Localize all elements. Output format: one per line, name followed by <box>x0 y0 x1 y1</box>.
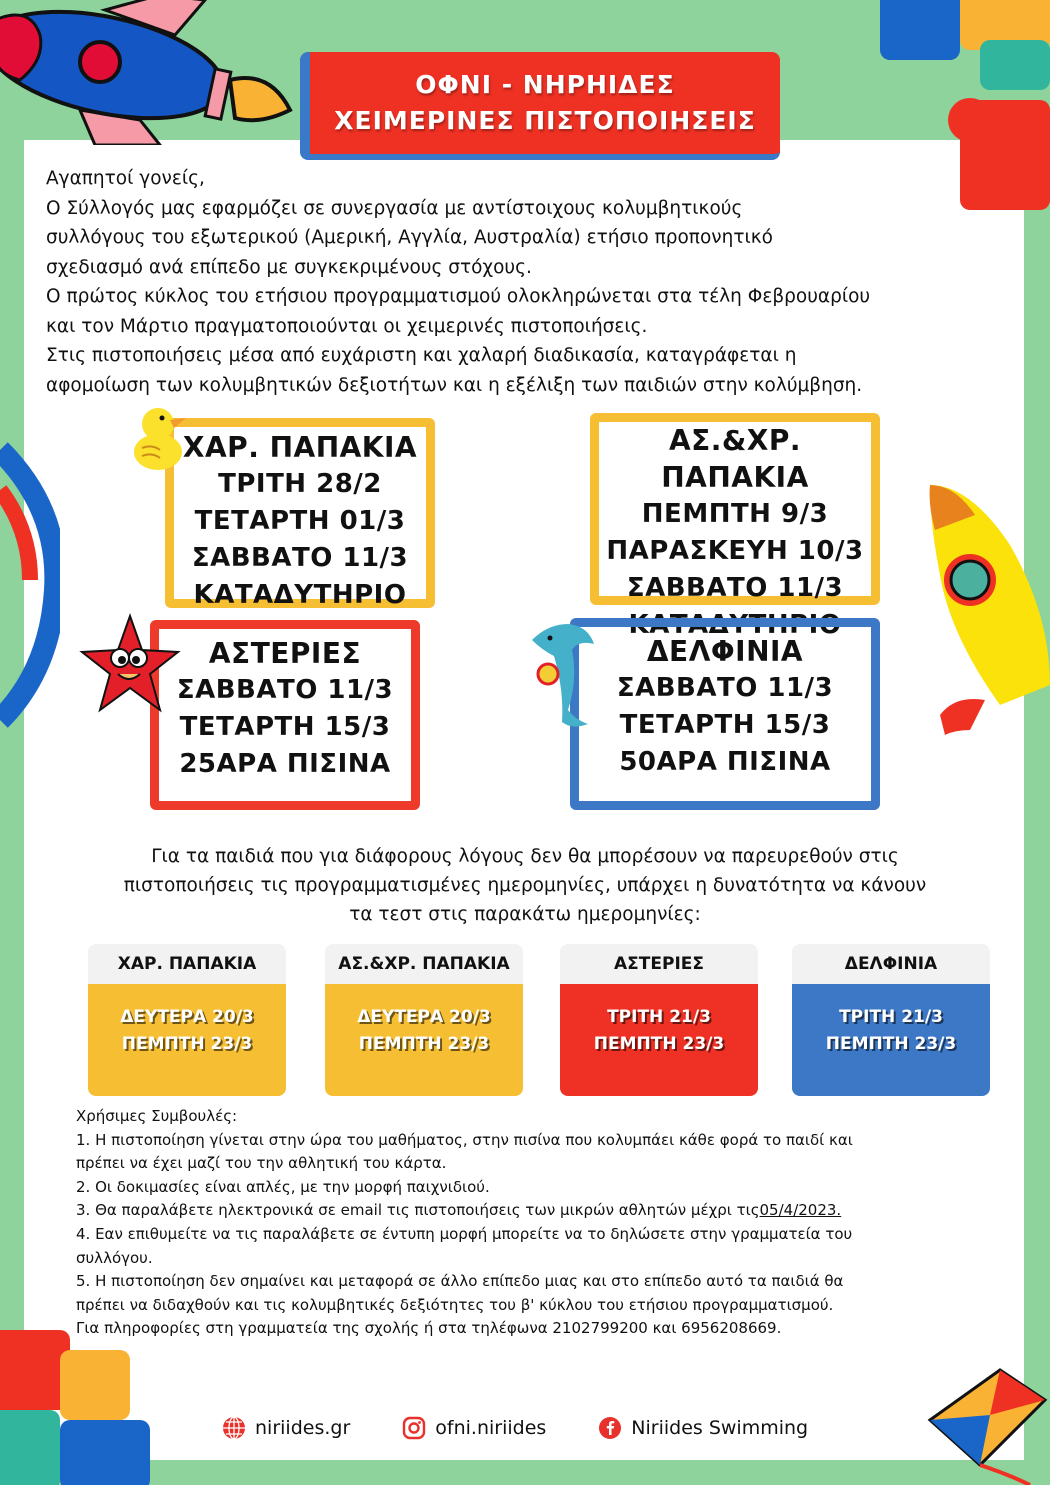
makeup-card-date: ΠΕΜΠΤΗ 23/3 <box>358 1034 490 1054</box>
schedule-line: ΣΑΒΒΑΤΟ 11/3 <box>176 675 394 705</box>
makeup-card-asteries <box>560 944 758 1096</box>
schedule-group-name: ΔΕΛΦΙΝΙΑ <box>646 635 804 668</box>
schedule-line: 25ΑΡΑ ΠΙΣΙΝΑ <box>179 749 391 779</box>
makeup-card-date: ΠΕΜΠΤΗ 23/3 <box>593 1034 725 1054</box>
ring-decoration-left <box>0 430 60 730</box>
makeup-card-date: ΠΕΜΠΤΗ 23/3 <box>825 1034 957 1054</box>
makeup-card-dates <box>88 984 286 1096</box>
facebook-icon <box>598 1416 622 1440</box>
makeup-card-date: ΠΕΜΠΤΗ 23/3 <box>121 1034 253 1054</box>
tip-line: 5. Η πιστοποίηση δεν σημαίνει και μεταφορά σε άλλο επίπεδο μιας και στο επίπεδο αυτό τα παιδιά θα <box>76 1272 844 1291</box>
intro-line: Ο Σύλλογός μας εφαρμόζει σε συνεργασία με αντίστοιχους κολυμβητικούς <box>46 197 743 219</box>
schedule-line: ΤΡΙΤΗ 28/2 <box>218 469 382 499</box>
instagram-text: ofni.niriides <box>435 1417 547 1439</box>
makeup-card-delfinia <box>792 944 990 1096</box>
schedule-line: ΤΕΤΑΡΤΗ 15/3 <box>619 710 831 740</box>
schedule-box-delfinia <box>570 618 880 810</box>
makeup-card-group: ΑΣ.&ΧΡ. ΠΑΠΑΚΙΑ <box>338 954 510 974</box>
useful-tips <box>76 1105 1016 1341</box>
schedule-line: ΣΑΒΒΑΤΟ 11/3 <box>191 543 409 573</box>
schedule-line: ΣΑΒΒΑΤΟ 11/3 <box>616 673 834 703</box>
tip-line: πρέπει να έχει μαζί του την αθλητική του κάρτα. <box>76 1154 447 1173</box>
schedule-line: ΚΑΤΑΔΥΤΗΡΙΟ <box>193 580 407 610</box>
tip-line: συλλόγου. <box>76 1248 153 1267</box>
website-text: niriides.gr <box>255 1417 351 1439</box>
intro-line: σχεδιασμό ανά επίπεδο με συγκεκριμένους στόχους. <box>46 256 532 278</box>
rocket-blue-illustration <box>0 0 300 145</box>
intro-line: Στις πιστοποιήσεις μέσα από ευχάριστη και χαλαρή διαδικασία, καταγράφεται η <box>46 345 797 366</box>
makeup-card-dates <box>792 984 990 1096</box>
schedule-box-asteries <box>150 620 420 810</box>
makeup-intro-line: τα τεστ στις παρακάτω ημερομηνίες: <box>349 904 701 925</box>
tip-line-with-deadline <box>76 1199 1016 1223</box>
tip-line: 2. Οι δοκιμασίες είναι απλές, με την μορφή παιχνιδιού. <box>76 1177 490 1196</box>
schedule-group-name: ΑΣΤΕΡΙΕΣ <box>208 637 362 670</box>
tip-line: 4. Εαν επιθυμείτε να τις παραλάβετε σε έντυπη μορφή μπορείτε να το δηλώσετε στην γραμματεία του <box>76 1224 853 1243</box>
schedule-line: 50ΑΡΑ ΠΙΣΙΝΑ <box>619 747 831 777</box>
schedule-line: ΠΕΜΠΤΗ 9/3 <box>641 499 829 529</box>
duck-icon <box>130 404 190 472</box>
schedule-line: ΤΕΤΑΡΤΗ 15/3 <box>179 712 391 742</box>
title-line-2: ΧΕΙΜΕΡΙΝΕΣ ΠΙΣΤΟΠΟΙΗΣΕΙΣ <box>334 106 756 135</box>
footer-social-links <box>222 1416 860 1440</box>
facebook-link[interactable] <box>598 1416 808 1440</box>
tips-heading: Χρήσιμες Συμβουλές: <box>76 1107 238 1125</box>
dolphin-icon <box>528 610 598 740</box>
makeup-card-char-papakia <box>88 944 286 1096</box>
makeup-card-dates <box>560 984 758 1096</box>
contact-line: Για πληροφορίες στη γραμματεία της σχολής ή στα τηλέφωνα 2102799200 και 6956208669. <box>76 1319 782 1338</box>
schedule-group-name: ΧΑΡ. ΠΑΠΑΚΙΑ <box>182 431 418 464</box>
makeup-intro-line: πιστοποιήσεις τις προγραμματισμένες ημερομηνίες, υπάρχει η δυνατότητα να κάνουν <box>123 875 927 896</box>
title-line-1: ΟΦΝΙ - ΝΗΡΗΙΔΕΣ <box>415 70 675 99</box>
intro-line: και τον Μάρτιο πραγματοποιούνται οι χειμερινές πιστοποιήσεις. <box>46 315 648 337</box>
facebook-text: Niriides Swimming <box>631 1417 809 1439</box>
schedule-box-char-papakia <box>165 418 435 608</box>
makeup-card-as-char-papakia <box>325 944 523 1096</box>
instagram-link[interactable] <box>402 1416 546 1440</box>
intro-line: αφομοίωση των κολυμβητικών δεξιοτήτων και η εξέλιξη των παιδιών στην κολύμβηση. <box>46 374 863 396</box>
makeup-card-date: ΤΡΙΤΗ 21/3 <box>839 1007 943 1027</box>
makeup-intro-paragraph <box>40 842 1010 929</box>
intro-paragraph <box>46 164 1026 400</box>
makeup-card-date: ΔΕΥΤΕΡΑ 20/3 <box>120 1007 254 1027</box>
tip-line: 1. Η πιστοποίηση γίνεται στην ώρα του μαθήματος, στην πισίνα που κολυμπάει κάθε φορά το παιδί και <box>76 1130 853 1149</box>
deadline-date: 05/4/2023. <box>759 1201 842 1220</box>
schedule-line: ΣΑΒΒΑΤΟ 11/3 <box>626 573 844 603</box>
makeup-card-group: ΔΕΛΦΙΝΙΑ <box>844 954 938 974</box>
makeup-card-date: ΤΡΙΤΗ 21/3 <box>607 1007 711 1027</box>
intro-line: Ο πρώτος κύκλος του ετήσιου προγραμματισμού ολοκληρώνεται στα τέλη Φεβρουαρίου <box>46 286 871 307</box>
globe-icon <box>222 1416 246 1440</box>
website-link[interactable] <box>222 1416 350 1440</box>
tip-line: πρέπει να διδαχθούν και τις κολυμβητικές δεξιότητες του β' κύκλου του ετήσιου προγραμματισμού. <box>76 1295 834 1314</box>
makeup-card-group: ΧΑΡ. ΠΑΠΑΚΙΑ <box>117 954 257 974</box>
makeup-card-date: ΔΕΥΤΕΡΑ 20/3 <box>357 1007 491 1027</box>
schedule-line: ΤΕΤΑΡΤΗ 01/3 <box>194 506 406 536</box>
title-banner <box>300 52 780 160</box>
instagram-icon <box>402 1416 426 1440</box>
makeup-card-dates <box>325 984 523 1096</box>
schedule-box-as-char-papakia <box>590 413 880 640</box>
schedule-line: ΚΑΤΑΔΥΤΗΡΙΟ <box>628 610 842 640</box>
makeup-intro-line: Για τα παιδιά που για διάφορους λόγους δεν θα μπορέσουν να παρευρεθούν στις <box>151 846 899 867</box>
kite-illustration <box>920 1360 1050 1485</box>
rocket-yellow-illustration <box>910 475 1050 735</box>
intro-line: Αγαπητοί γονείς, <box>46 168 205 189</box>
starfish-icon <box>78 612 182 716</box>
intro-line: συλλόγους του εξωτερικού (Αμερική, Αγγλία, Αυστραλία) ετήσιο προπονητικό <box>46 227 773 248</box>
schedule-group-name: ΑΣ.&ΧΡ. ΠΑΠΑΚΙΑ <box>661 424 809 494</box>
schedule-line: ΠΑΡΑΣΚΕΥΗ 10/3 <box>606 536 864 566</box>
tip-line: 3. Θα παραλάβετε ηλεκτρονικά σε email τις πιστοποιήσεις των μικρών αθλητών μέχρι τις <box>76 1201 760 1220</box>
makeup-card-group: ΑΣΤΕΡΙΕΣ <box>614 954 704 974</box>
